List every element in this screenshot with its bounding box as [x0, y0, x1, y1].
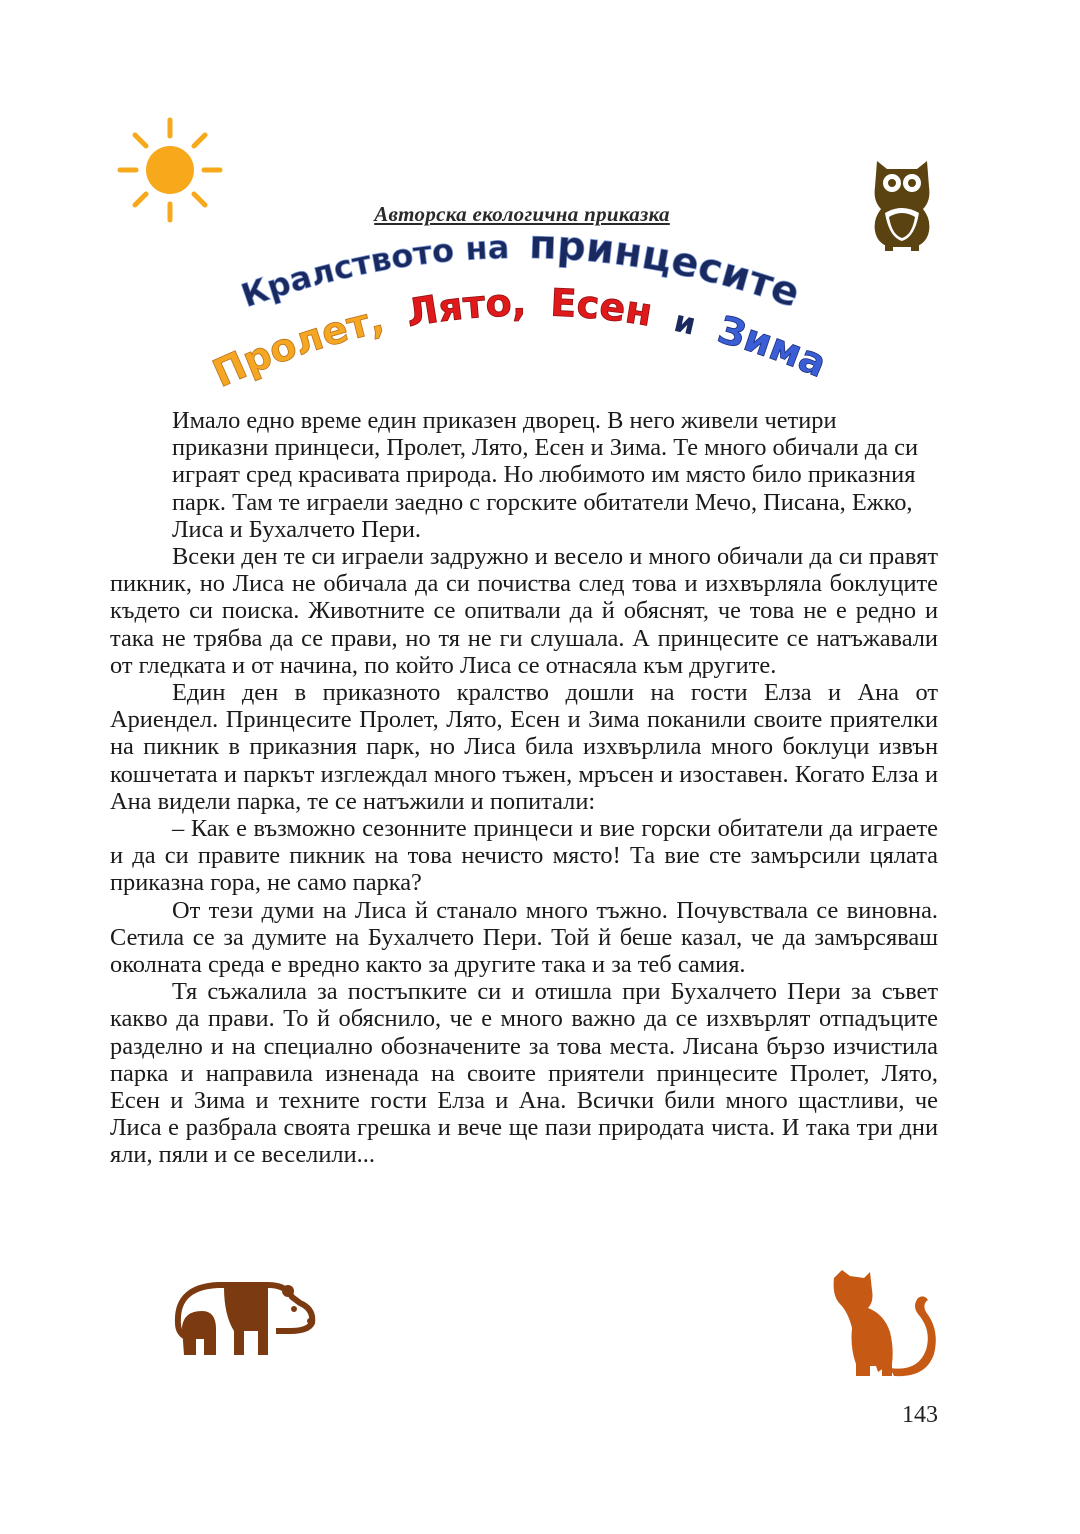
story-paragraph-4: – Как е възможно сезонните принцеси и вие горски обитатели да играете и да си правите пикник на това нечисто място! Та вие сте замърсили цялата приказна гора, не само парка?: [110, 815, 938, 897]
title-princesses-word: принцесите: [528, 221, 806, 317]
page-number: 143: [902, 1402, 938, 1428]
story-title-art: [190, 221, 850, 403]
sun-icon: [117, 117, 223, 223]
title-and-word: и: [670, 304, 700, 343]
title-winter-word: Зима: [712, 307, 833, 386]
story-subtitle: Авторска екологична приказка: [374, 202, 670, 226]
title-autumn-word: Есен: [549, 280, 656, 335]
title-summer-word: Лято,: [403, 280, 527, 336]
owl-icon: [871, 157, 933, 251]
title-kingdom-word: Кралството на: [236, 228, 510, 315]
story-body: [110, 407, 938, 1169]
story-paragraph-3: Един ден в приказното кралство дошли на гости Елза и Ана от Ариендел. Принцесите Пролет, Лято, Есен и Зима поканили своите приятелки на пикник в приказния парк, но Лиса била изхвърлила много боклуци извън кошчетата и паркът изглеждал много тъжен, мръсен и изоставен. Когато Елза и Ана видели парка, те се натъжили и попитали:: [110, 679, 938, 815]
panda-icon: [168, 1275, 318, 1360]
title-spring-word: Пролет,: [206, 297, 388, 396]
story-paragraph-2: Всеки ден те си играели задружно и весело и много обичали да си правят пикник, но Лиса не обичала да си почиства след това и изхвърляла боклуците където си поиска. Животните се опитвали да й обяснят, че това не е редно и така не трябва да се прави, но тя не ги слушала. А принцесите се натъжавали от гледката и от начина, по който Лиса се отнасяла към другите.: [110, 543, 938, 679]
story-paragraph-6: Тя съжалила за постъпките си и отишла при Бухалчето Пери за съвет какво да прави. То й обяснило, че е много важно да се изхвърлят отпадъците разделно и на специално обозначените за това места. Лисана бързо изчистила парка и направила изненада на своите приятели принцесите Пролет, Лято, Есен и Зима и техните гости Елза и Ана. Всички били много щастливи, че Лиса е разбрала своята грешка и вече ще пази природата чиста. И така три дни яли, пяли и се веселили...: [110, 978, 938, 1169]
cat-icon: [830, 1268, 938, 1378]
story-paragraph-1: Имало едно време един приказен дворец. В него живели четири приказни принцеси, Пролет, Лято, Есен и Зима. Те много обичали да си играят сред красивата природа. Но любимото им място било приказния парк. Там те играели заедно с горските обитатели Мечо, Писана, Ежко, Лиса и Бухалчето Пери.: [172, 407, 919, 543]
story-paragraph-5: От тези думи на Лиса й станало много тъжно. Почувствала се виновна. Сетила се за думите на Бухалчето Пери. Той й беше казал, че да замърсяваш околната среда е вредно както за другите така и за теб самия.: [110, 896, 938, 979]
